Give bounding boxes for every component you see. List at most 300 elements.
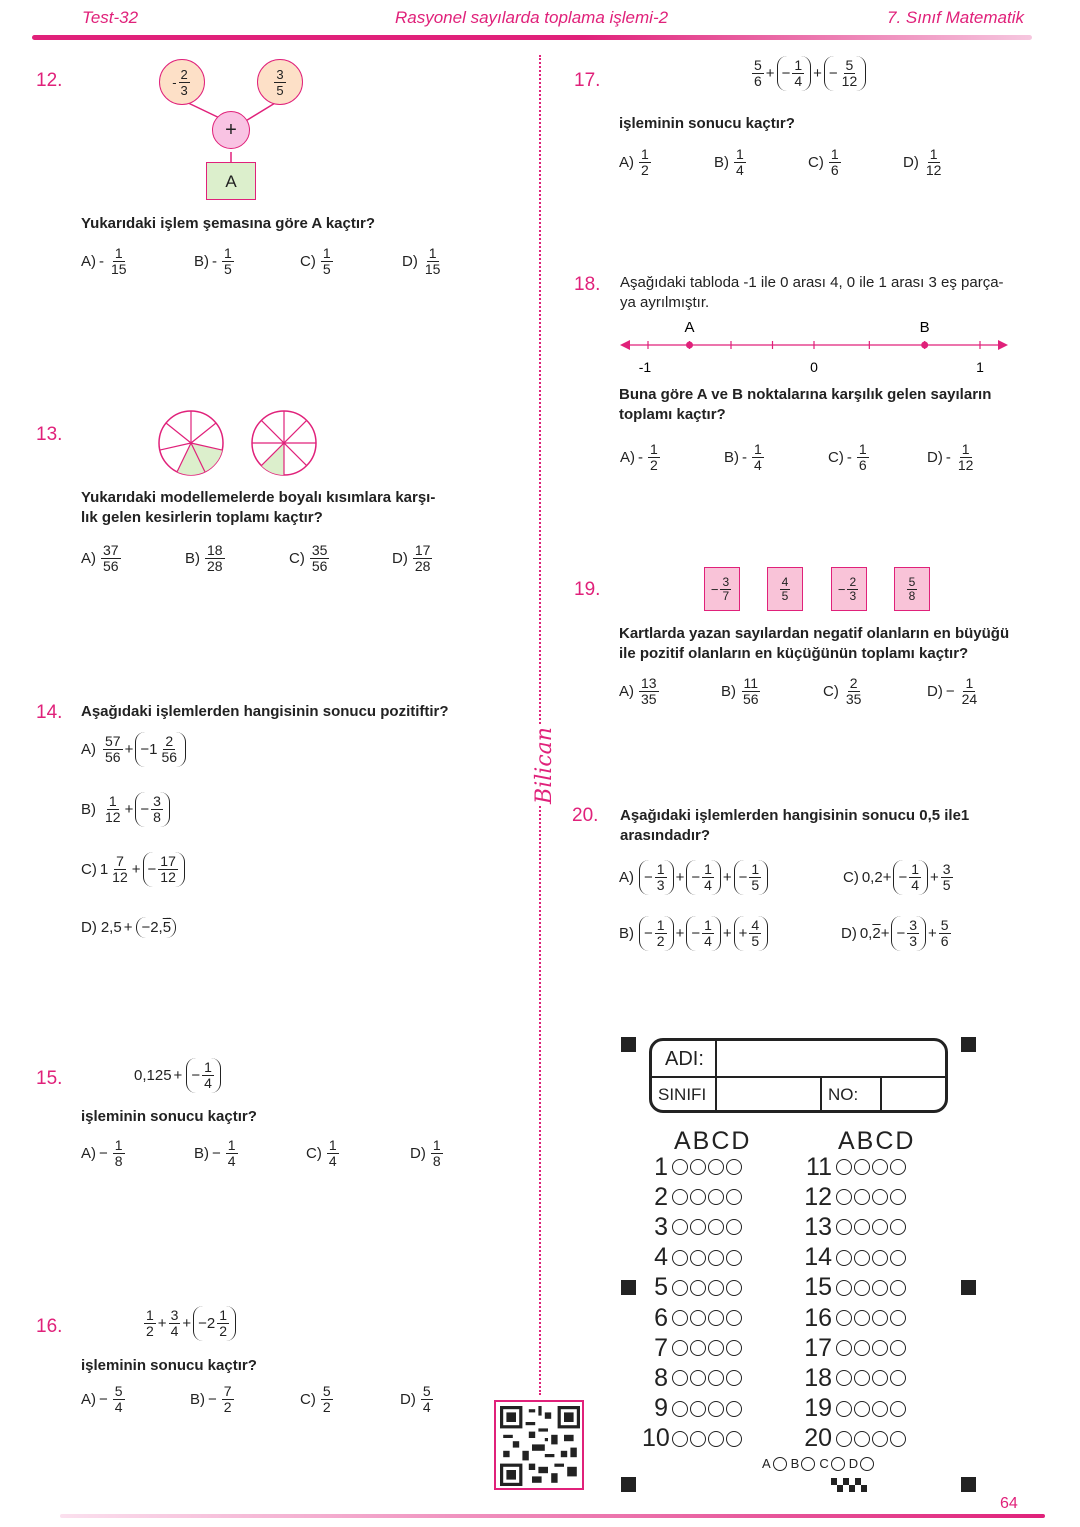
- answer-row-number: 20: [804, 1424, 832, 1453]
- answer-bubble-7-c[interactable]: [708, 1340, 724, 1356]
- option-c[interactable]: C) $\frac{5}{2}$: [300, 1383, 331, 1415]
- answer-row-number: 19: [804, 1394, 832, 1423]
- number-card: [894, 567, 930, 611]
- option-c[interactable]: C) $\frac{1}{5}$: [300, 245, 331, 277]
- number-card: − $\frac{3}{7}$: [704, 567, 740, 611]
- option-a[interactable]: A) − $\frac{1}{8}$: [81, 1137, 123, 1169]
- answer-bubble-9-b[interactable]: [690, 1401, 706, 1417]
- legend-bubble: [860, 1457, 874, 1471]
- answer-bubble-17-d[interactable]: [890, 1340, 906, 1356]
- answer-bubble-14-b[interactable]: [854, 1250, 870, 1266]
- answer-bubble-7-a[interactable]: [672, 1340, 688, 1356]
- answer-row-14: [800, 1243, 908, 1273]
- answer-bubble-1-c[interactable]: [708, 1159, 724, 1175]
- parenthesis: − $\frac{17}{12}$: [143, 852, 185, 887]
- question-number-20: 20.: [572, 805, 599, 826]
- answer-row-15: [800, 1273, 908, 1303]
- fraction: $\frac{1}{12}$: [925, 146, 942, 178]
- brand-logo: Bilican: [524, 725, 558, 805]
- fraction: $\frac{1}{4}$: [704, 917, 712, 949]
- answer-bubble-5-b[interactable]: [690, 1280, 706, 1296]
- fraction: $\frac{4}{5}$: [781, 574, 789, 603]
- answer-row-5: [642, 1273, 744, 1303]
- fraction: $\frac{57}{56}$: [105, 733, 121, 765]
- fraction: $\frac{7}{2}$: [223, 1383, 232, 1415]
- pie-model-sevenths: [157, 409, 227, 479]
- bubble-legend: A B C D: [762, 1456, 876, 1471]
- option-c[interactable]: C) $\frac{35}{56}$: [289, 542, 328, 574]
- fraction: $\frac{1}{4}$: [794, 57, 803, 89]
- option-c[interactable]: C) 1 $\frac{7}{12}$ + − $\frac{17}{12}$: [81, 852, 187, 887]
- answer-bubble-17-a[interactable]: [836, 1340, 852, 1356]
- answer-bubble-16-a[interactable]: [836, 1310, 852, 1326]
- fraction: $\frac{1}{5}$: [322, 245, 331, 277]
- fraction: $\frac{5}{12}$: [841, 57, 858, 89]
- answer-bubble-4-a[interactable]: [672, 1250, 688, 1266]
- fraction: $\frac{35}{56}$: [311, 542, 328, 574]
- fraction: $\frac{1}{4}$: [754, 441, 762, 473]
- point-a-label: A: [684, 319, 695, 336]
- option-a[interactable]: A) - $\frac{1}{15}$: [81, 245, 127, 277]
- answer-bubble-18-c[interactable]: [872, 1370, 888, 1386]
- answer-bubble-18-d[interactable]: [890, 1370, 906, 1386]
- fraction: $\frac{5}{4}$: [422, 1383, 431, 1415]
- question-number-16: 16.: [36, 1316, 63, 1337]
- fraction: $\frac{37}{56}$: [103, 542, 119, 574]
- answer-bubble-19-c[interactable]: [872, 1401, 888, 1417]
- parenthesis: −2 $\frac{1}{2}$: [193, 1306, 236, 1341]
- fraction: $\frac{1}{2}$: [219, 1307, 228, 1339]
- answer-bubble-20-a[interactable]: [836, 1431, 852, 1447]
- fraction: $\frac{1}{2}$: [650, 441, 658, 473]
- answer-bubble-2-a[interactable]: [672, 1189, 688, 1205]
- answer-bubble-11-a[interactable]: [836, 1159, 852, 1175]
- answer-row-19: [800, 1394, 908, 1424]
- answer-bubble-6-a[interactable]: [672, 1310, 688, 1326]
- answer-bubble-20-c[interactable]: [872, 1431, 888, 1447]
- name-field[interactable]: [715, 1041, 945, 1073]
- alignment-mark: [961, 1037, 976, 1052]
- footer-rule: [60, 1514, 1045, 1518]
- fraction: $\frac{1}{4}$: [328, 1137, 337, 1169]
- option-b[interactable]: B) - $\frac{1}{4}$: [724, 441, 762, 473]
- fraction: $\frac{3}{7}$: [722, 574, 730, 603]
- parenthesis: − $\frac{1}{5}$: [734, 860, 769, 895]
- parenthesis: − $\frac{1}{4}$: [686, 860, 721, 895]
- answer-bubble-13-a[interactable]: [836, 1219, 852, 1235]
- answer-bubble-17-b[interactable]: [854, 1340, 870, 1356]
- fraction: $\frac{3}{8}$: [153, 793, 161, 825]
- answer-bubble-8-a[interactable]: [672, 1370, 688, 1386]
- answer-row-number: 2: [654, 1182, 668, 1211]
- answer-row-number: 8: [654, 1363, 668, 1392]
- fraction: $\frac{18}{28}$: [207, 542, 223, 574]
- fraction: $\frac{3}{5}$: [942, 861, 951, 893]
- answer-row-7: [642, 1333, 744, 1363]
- answer-row-18: [800, 1363, 908, 1393]
- answer-bubble-12-c[interactable]: [872, 1189, 888, 1205]
- answer-bubble-2-b[interactable]: [690, 1189, 706, 1205]
- answer-bubble-1-a[interactable]: [672, 1159, 688, 1175]
- question-text-line2: toplamı kaçtır?: [619, 406, 726, 423]
- answer-row-number: 6: [654, 1303, 668, 1332]
- option-d[interactable]: D) - $\frac{1}{12}$: [927, 441, 974, 473]
- fraction: $\frac{2}{3}$: [180, 66, 188, 98]
- answer-bubble-1-d[interactable]: [726, 1159, 742, 1175]
- fraction: $\frac{17}{28}$: [414, 542, 431, 574]
- answer-bubble-14-c[interactable]: [872, 1250, 888, 1266]
- test-label: Test-32: [82, 8, 139, 27]
- answer-row-17: [800, 1333, 908, 1363]
- number-label: NO:: [828, 1085, 859, 1104]
- fraction: $\frac{1}{6}$: [858, 441, 867, 473]
- option-d[interactable]: D) $\frac{17}{28}$: [392, 542, 431, 574]
- subject-label: 7. Sınıf Matematik: [887, 8, 1024, 27]
- answer-bubble-3-a[interactable]: [672, 1219, 688, 1235]
- fraction: $\frac{5}{6}$: [754, 57, 762, 89]
- question-stem-line2: ya ayrılmıştır.: [620, 294, 710, 311]
- result-box: A: [206, 162, 256, 200]
- fraction: $\frac{3}{3}$: [909, 917, 918, 949]
- option-a[interactable]: A) $\frac{57}{56}$ + −1 $\frac{2}{56}$: [81, 732, 188, 767]
- page-number: 64: [1000, 1495, 1018, 1512]
- option-d[interactable]: D) $\frac{1}{15}$: [402, 245, 441, 277]
- option-d[interactable]: D) 0, 2 + − $\frac{3}{3}$ + $\frac{5}{6}$: [841, 917, 949, 949]
- answer-bubble-18-b[interactable]: [854, 1370, 870, 1386]
- class-label: SINIFI: [658, 1085, 707, 1104]
- question-stem-line2: ile pozitif olanların en küçüğünün toplamı kaçtır?: [619, 645, 969, 662]
- tick-label-zero: 0: [810, 359, 818, 375]
- answer-bubble-9-d[interactable]: [726, 1401, 742, 1417]
- fraction: $\frac{1}{4}$: [736, 146, 744, 178]
- answer-row-1: [642, 1152, 744, 1182]
- parenthesis: + $\frac{4}{5}$: [734, 916, 769, 951]
- fraction: $\frac{1}{6}$: [830, 146, 839, 178]
- fraction: $\frac{1}{4}$: [911, 861, 920, 893]
- answer-bubble-6-c[interactable]: [708, 1310, 724, 1326]
- answer-bubble-16-d[interactable]: [890, 1310, 906, 1326]
- question-number-17: 17.: [574, 70, 601, 91]
- expression: 0,125 + − $\frac{1}{4}$: [134, 1058, 223, 1093]
- question-number-12: 12.: [36, 70, 63, 91]
- option-c[interactable]: C) $\frac{2}{35}$: [823, 675, 862, 707]
- answer-row-number: 11: [806, 1152, 832, 1181]
- option-a[interactable]: A) $\frac{37}{56}$: [81, 542, 119, 574]
- answer-bubble-10-a[interactable]: [672, 1431, 688, 1447]
- answer-row-number: 14: [804, 1243, 832, 1272]
- fraction: $\frac{1}{8}$: [432, 1137, 441, 1169]
- answer-row-number: 9: [654, 1394, 668, 1423]
- answer-bubble-11-c[interactable]: [872, 1159, 888, 1175]
- alignment-mark: [621, 1477, 636, 1492]
- answer-bubble-4-d[interactable]: [726, 1250, 742, 1266]
- answer-bubble-7-d[interactable]: [726, 1340, 742, 1356]
- option-a[interactable]: A) $\frac{13}{35}$: [619, 675, 657, 707]
- answer-bubble-13-d[interactable]: [890, 1219, 906, 1235]
- fraction: $\frac{13}{35}$: [641, 675, 657, 707]
- answer-bubble-15-b[interactable]: [854, 1280, 870, 1296]
- answer-bubble-6-b[interactable]: [690, 1310, 706, 1326]
- answer-row-8: [642, 1363, 744, 1393]
- answer-bubble-13-c[interactable]: [872, 1219, 888, 1235]
- parenthesis: − $\frac{1}{2}$: [639, 916, 674, 951]
- legend-bubble: [801, 1457, 815, 1471]
- fraction: $\frac{2}{56}$: [161, 733, 178, 765]
- answer-row-2: [642, 1182, 744, 1212]
- question-text-line1: Buna göre A ve B noktalarına karşılık gelen sayıların: [619, 386, 992, 403]
- number-line: [618, 318, 1013, 378]
- fraction: $\frac{1}{15}$: [424, 245, 441, 277]
- question-stem: işleminin sonucu kaçtır?: [81, 1108, 257, 1125]
- option-b[interactable]: B) - $\frac{1}{5}$: [194, 245, 232, 277]
- parenthesis: − $\frac{1}{4}$: [686, 916, 721, 951]
- question-stem-line2: arasındadır?: [620, 827, 711, 844]
- answer-bubble-12-d[interactable]: [890, 1189, 906, 1205]
- answer-row-number: 17: [804, 1333, 832, 1362]
- answer-row-20: [800, 1424, 908, 1454]
- point-a: [686, 342, 693, 349]
- parenthesis: − $\frac{1}{3}$: [639, 860, 674, 895]
- answer-row-16: [800, 1303, 908, 1333]
- answer-bubble-20-d[interactable]: [890, 1431, 906, 1447]
- alignment-mark: [621, 1037, 636, 1052]
- expression: $\frac{1}{2}$ + $\frac{3}{4}$ + −2 $\frac{1}{2}$: [142, 1306, 238, 1341]
- option-d[interactable]: D) $\frac{1}{12}$: [903, 146, 942, 178]
- answer-bubble-5-d[interactable]: [726, 1280, 742, 1296]
- answer-row-number: 4: [654, 1243, 668, 1272]
- fraction: $\frac{1}{4}$: [204, 1059, 212, 1091]
- answer-bubble-14-a[interactable]: [836, 1250, 852, 1266]
- alignment-mark: [621, 1280, 636, 1295]
- option-b[interactable]: B) − $\frac{1}{4}$: [194, 1137, 236, 1169]
- option-b[interactable]: B) − $\frac{7}{2}$: [190, 1383, 232, 1415]
- parenthesis: − $\frac{3}{8}$: [135, 792, 170, 827]
- option-c[interactable]: C) - $\frac{1}{6}$: [828, 441, 867, 473]
- answer-bubble-7-b[interactable]: [690, 1340, 706, 1356]
- parenthesis: − $\frac{1}{4}$: [186, 1058, 221, 1093]
- answer-bubble-17-c[interactable]: [872, 1340, 888, 1356]
- tick-label-minus1: -1: [638, 359, 652, 375]
- answer-row-4: [642, 1243, 744, 1273]
- expression: $\frac{5}{6}$ + − $\frac{1}{4}$ + − $\frac{5}{12}$: [750, 56, 868, 91]
- answer-row-number: 15: [804, 1273, 832, 1302]
- answer-row-number: 7: [654, 1333, 668, 1362]
- question-stem: işleminin sonucu kaçtır?: [81, 1357, 257, 1374]
- tick-label-one: 1: [976, 359, 984, 375]
- answer-bubble-2-c[interactable]: [708, 1189, 724, 1205]
- number-card: [767, 567, 803, 611]
- qr-code-image: [500, 1406, 580, 1486]
- fraction: $\frac{1}{2}$: [146, 1307, 154, 1339]
- question-number-15: 15.: [36, 1068, 63, 1089]
- answer-bubble-4-c[interactable]: [708, 1250, 724, 1266]
- fraction: $\frac{1}{15}$: [111, 245, 127, 277]
- fraction: $\frac{1}{5}$: [751, 861, 760, 893]
- alignment-mark: [961, 1477, 976, 1492]
- option-a[interactable]: A) − $\frac{1}{3}$ + − $\frac{1}{4}$ + − $\frac{1}{5}$: [619, 860, 770, 895]
- answer-bubble-19-d[interactable]: [890, 1401, 906, 1417]
- fraction: $\frac{5}{8}$: [908, 574, 916, 603]
- option-c[interactable]: C) 0,2 + − $\frac{1}{4}$ + $\frac{3}{5}$: [843, 861, 951, 893]
- answer-bubble-20-b[interactable]: [854, 1431, 870, 1447]
- answer-bubble-18-a[interactable]: [836, 1370, 852, 1386]
- question-stem: Yukarıdaki işlem şemasına göre A kaçtır?: [81, 215, 376, 232]
- answer-bubble-12-a[interactable]: [836, 1189, 852, 1205]
- question-stem-line1: Aşağıdaki tabloda -1 ile 0 arası 4, 0 ile 1 arası 3 eş parça-: [620, 274, 1004, 291]
- answer-bubble-3-c[interactable]: [708, 1219, 724, 1235]
- answer-row-number: 5: [654, 1273, 668, 1302]
- class-field[interactable]: [715, 1078, 815, 1108]
- fraction: $\frac{3}{4}$: [170, 1307, 179, 1339]
- option-c[interactable]: C) $\frac{1}{4}$: [306, 1137, 337, 1169]
- option-d[interactable]: D) $\frac{1}{8}$: [410, 1137, 441, 1169]
- parenthesis: − $\frac{1}{4}$: [893, 860, 928, 895]
- legend-bubble: [773, 1457, 787, 1471]
- answer-row-number: 18: [804, 1363, 832, 1392]
- answer-bubble-10-c[interactable]: [708, 1431, 724, 1447]
- number-card: − $\frac{2}{3}$: [831, 567, 867, 611]
- answer-bubble-8-b[interactable]: [690, 1370, 706, 1386]
- parenthesis: −2, 5: [136, 917, 176, 938]
- answer-row-11: [800, 1152, 908, 1182]
- fraction: $\frac{5}{6}$: [940, 917, 949, 949]
- fraction: $\frac{1}{2}$: [641, 146, 649, 178]
- point-b: [921, 342, 928, 349]
- answer-row-number: 10: [642, 1424, 670, 1453]
- option-d[interactable]: D) − $\frac{1}{24}$: [927, 675, 978, 707]
- parenthesis: − $\frac{5}{12}$: [824, 56, 866, 91]
- answer-bubble-2-d[interactable]: [726, 1189, 742, 1205]
- question-stem-line1: Yukarıdaki modellemelerde boyalı kısımlara karşı-: [81, 489, 436, 506]
- option-b[interactable]: B) $\frac{1}{4}$: [714, 146, 744, 178]
- question-number-18: 18.: [574, 274, 601, 295]
- qr-code[interactable]: [494, 1400, 584, 1490]
- option-b[interactable]: B) − $\frac{1}{2}$ + − $\frac{1}{4}$ + + $\frac{4}{5}$: [619, 916, 770, 951]
- question-stem-line1: Kartlarda yazan sayılardan negatif olanların en büyüğü: [619, 625, 1010, 642]
- option-b[interactable]: B) $\frac{1}{12}$ + − $\frac{3}{8}$: [81, 792, 172, 827]
- answer-row-number: 13: [804, 1212, 832, 1241]
- fraction: $\frac{1}{2}$: [656, 917, 665, 949]
- fraction: $\frac{1}{24}$: [961, 675, 978, 707]
- answer-bubble-9-c[interactable]: [708, 1401, 724, 1417]
- answer-bubble-19-b[interactable]: [854, 1401, 870, 1417]
- answer-bubble-6-d[interactable]: [726, 1310, 742, 1326]
- answer-bubble-11-b[interactable]: [854, 1159, 870, 1175]
- option-d[interactable]: D) 2,5 + −2, 5: [81, 917, 178, 938]
- answer-row-10: [642, 1424, 744, 1454]
- answer-bubble-8-d[interactable]: [726, 1370, 742, 1386]
- number-field[interactable]: [880, 1078, 944, 1108]
- fraction: $\frac{5}{4}$: [114, 1383, 123, 1415]
- fraction: $\frac{17}{12}$: [160, 853, 176, 885]
- option-a[interactable]: A) $\frac{1}{2}$: [619, 146, 649, 178]
- name-label: ADI:: [665, 1048, 704, 1070]
- answer-bubble-5-c[interactable]: [708, 1280, 724, 1296]
- option-b[interactable]: B) $\frac{11}{56}$: [721, 675, 759, 707]
- barcode-mark: [831, 1478, 871, 1492]
- answer-bubble-16-c[interactable]: [872, 1310, 888, 1326]
- answer-row-3: [642, 1212, 744, 1242]
- question-number-14: 14.: [36, 702, 63, 723]
- option-d[interactable]: D) $\frac{5}{4}$: [400, 1383, 431, 1415]
- parenthesis: − $\frac{1}{4}$: [777, 56, 812, 91]
- option-a[interactable]: A) - $\frac{1}{2}$: [620, 441, 658, 473]
- fraction: $\frac{1}{12}$: [957, 441, 974, 473]
- alignment-mark: [961, 1280, 976, 1295]
- option-b[interactable]: B) $\frac{18}{28}$: [185, 542, 223, 574]
- answer-row-number: 16: [804, 1303, 832, 1332]
- answer-row-number: 1: [654, 1152, 668, 1181]
- topic-title: Rasyonel sayılarda toplama işlemi-2: [395, 8, 669, 27]
- answer-bubble-1-b[interactable]: [690, 1159, 706, 1175]
- answer-bubble-14-d[interactable]: [890, 1250, 906, 1266]
- answer-bubble-8-c[interactable]: [708, 1370, 724, 1386]
- point-b-label: B: [919, 319, 930, 336]
- fraction: $\frac{7}{12}$: [112, 853, 128, 885]
- fraction: $\frac{2}{35}$: [845, 675, 862, 707]
- answer-bubble-3-d[interactable]: [726, 1219, 742, 1235]
- answer-bubble-3-b[interactable]: [690, 1219, 706, 1235]
- fraction: $\frac{11}{56}$: [743, 675, 759, 707]
- answer-row-9: [642, 1394, 744, 1424]
- fraction: $\frac{1}{4}$: [704, 861, 712, 893]
- answer-bubble-5-a[interactable]: [672, 1280, 688, 1296]
- answer-bubble-10-b[interactable]: [690, 1431, 706, 1447]
- question-stem-line1: Aşağıdaki işlemlerden hangisinin sonucu 0,5 ile1: [620, 807, 970, 824]
- pie-model-eighths: [250, 409, 320, 479]
- fraction: $\frac{1}{3}$: [656, 861, 665, 893]
- answer-bubble-19-a[interactable]: [836, 1401, 852, 1417]
- answer-bubble-10-d[interactable]: [726, 1431, 742, 1447]
- fraction: $\frac{1}{5}$: [224, 245, 232, 277]
- question-number-19: 19.: [574, 579, 601, 600]
- answer-row-6: [642, 1303, 744, 1333]
- fraction: $\frac{1}{4}$: [227, 1137, 236, 1169]
- answer-bubble-15-a[interactable]: [836, 1280, 852, 1296]
- question-stem-line2: lık gelen kesirlerin toplamı kaçtır?: [81, 509, 323, 526]
- answer-bubble-9-a[interactable]: [672, 1401, 688, 1417]
- parenthesis: −1 $\frac{2}{56}$: [135, 732, 186, 767]
- answer-bubble-15-c[interactable]: [872, 1280, 888, 1296]
- plus-operator-circle: +: [212, 111, 250, 149]
- question-number-13: 13.: [36, 424, 63, 445]
- parenthesis: − $\frac{3}{3}$: [891, 916, 926, 951]
- answer-bubble-12-b[interactable]: [854, 1189, 870, 1205]
- answer-letters-header: ABCD: [674, 1127, 752, 1155]
- fraction: $\frac{5}{2}$: [322, 1383, 331, 1415]
- option-c[interactable]: C) $\frac{1}{6}$: [808, 146, 839, 178]
- answer-row-number: 3: [654, 1212, 668, 1241]
- fraction: $\frac{4}{5}$: [751, 917, 760, 949]
- answer-bubble-15-d[interactable]: [890, 1280, 906, 1296]
- header-rule: [32, 35, 1032, 40]
- answer-letters-header: ABCD: [838, 1127, 916, 1155]
- fraction: $\frac{1}{8}$: [114, 1137, 123, 1169]
- legend-bubble: [831, 1457, 845, 1471]
- answer-bubble-4-b[interactable]: [690, 1250, 706, 1266]
- input-circle-right: [257, 59, 303, 105]
- answer-row-13: [800, 1212, 908, 1242]
- answer-row-number: 12: [804, 1182, 832, 1211]
- input-circle-left: - $\frac{2}{3}$: [159, 59, 205, 105]
- answer-bubble-16-b[interactable]: [854, 1310, 870, 1326]
- answer-bubble-11-d[interactable]: [890, 1159, 906, 1175]
- fraction: $\frac{3}{5}$: [276, 66, 284, 98]
- option-a[interactable]: A) − $\frac{5}{4}$: [81, 1383, 123, 1415]
- answer-row-12: [800, 1182, 908, 1212]
- question-stem: işleminin sonucu kaçtır?: [619, 115, 795, 132]
- answer-bubble-13-b[interactable]: [854, 1219, 870, 1235]
